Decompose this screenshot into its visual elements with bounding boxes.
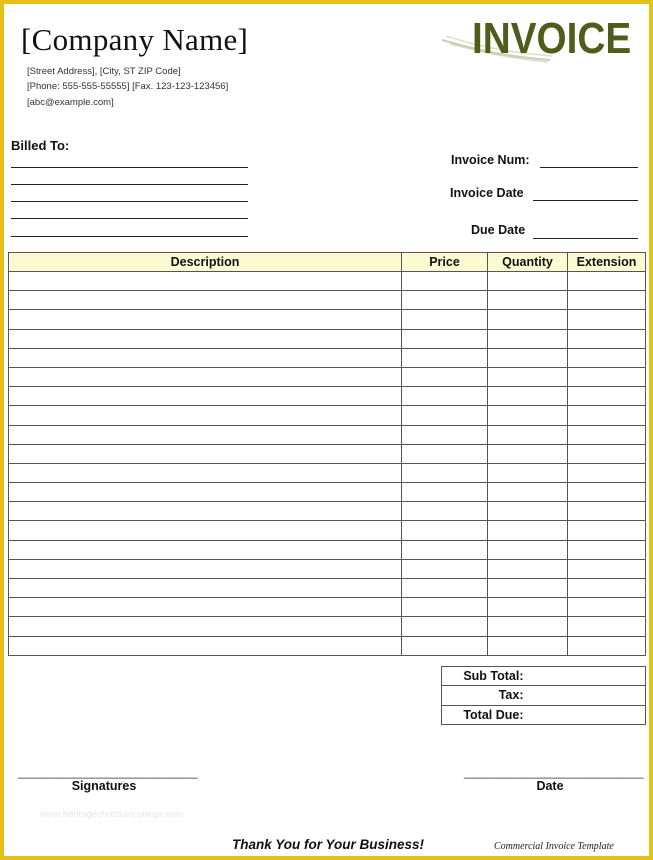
description-cell[interactable] — [9, 483, 402, 502]
total-due-label: Total Due: — [442, 705, 528, 724]
description-cell[interactable] — [9, 463, 402, 482]
table-row — [9, 310, 646, 329]
table-row — [9, 483, 646, 502]
column-header-price: Price — [402, 253, 488, 272]
description-cell[interactable] — [9, 579, 402, 598]
extension-cell[interactable] — [568, 425, 646, 444]
price-cell[interactable] — [402, 463, 488, 482]
table-row — [9, 272, 646, 291]
table-row — [9, 329, 646, 348]
billed-to-line-2[interactable] — [11, 184, 248, 185]
quantity-cell[interactable] — [488, 540, 568, 559]
extension-cell[interactable] — [568, 348, 646, 367]
extension-cell[interactable] — [568, 406, 646, 425]
extension-cell[interactable] — [568, 483, 646, 502]
tax-row — [442, 686, 646, 705]
description-cell[interactable] — [9, 559, 402, 578]
price-cell[interactable] — [402, 502, 488, 521]
invoice-date-label: Invoice Date — [450, 186, 524, 200]
extension-cell[interactable] — [568, 291, 646, 310]
price-cell[interactable] — [402, 617, 488, 636]
template-name: Commercial Invoice Template — [494, 841, 614, 852]
price-cell[interactable] — [402, 540, 488, 559]
thank-you-message: Thank You for Your Business! — [232, 837, 425, 852]
quantity-cell[interactable] — [488, 291, 568, 310]
description-cell[interactable] — [9, 348, 402, 367]
tax-value[interactable] — [528, 686, 646, 705]
invoice-num-label: Invoice Num: — [451, 153, 530, 167]
quantity-cell[interactable] — [488, 598, 568, 617]
description-cell[interactable] — [9, 598, 402, 617]
quantity-cell[interactable] — [488, 425, 568, 444]
billed-to-line-1[interactable] — [11, 167, 248, 168]
quantity-cell[interactable] — [488, 483, 568, 502]
due-date-field[interactable] — [533, 238, 638, 239]
subtotal-value[interactable] — [528, 667, 646, 686]
signature-line[interactable]: _____________________________ — [18, 765, 198, 779]
price-cell[interactable] — [402, 310, 488, 329]
table-row — [9, 559, 646, 578]
price-cell[interactable] — [402, 598, 488, 617]
price-cell[interactable] — [402, 521, 488, 540]
company-phone: [Phone: 555-555-55555] [Fax. 123-123-123456] — [27, 81, 229, 92]
description-cell[interactable] — [9, 291, 402, 310]
table-row — [9, 502, 646, 521]
description-cell[interactable] — [9, 502, 402, 521]
table-row — [9, 617, 646, 636]
description-cell[interactable] — [9, 367, 402, 386]
price-cell[interactable] — [402, 387, 488, 406]
extension-cell[interactable] — [568, 387, 646, 406]
tax-label: Tax: — [442, 686, 528, 705]
quantity-cell[interactable] — [488, 310, 568, 329]
column-header-quantity: Quantity — [488, 253, 568, 272]
line-items-body — [9, 272, 646, 656]
extension-cell[interactable] — [568, 463, 646, 482]
column-header-extension: Extension — [568, 253, 646, 272]
date-label: Date — [536, 779, 564, 793]
description-cell[interactable] — [9, 310, 402, 329]
quantity-cell[interactable] — [488, 329, 568, 348]
description-cell[interactable] — [9, 636, 402, 655]
table-row — [9, 387, 646, 406]
description-cell[interactable] — [9, 444, 402, 463]
description-cell[interactable] — [9, 329, 402, 348]
quantity-cell[interactable] — [488, 444, 568, 463]
total-due-row — [442, 705, 646, 724]
quantity-cell[interactable] — [488, 387, 568, 406]
invoice-date-field[interactable] — [533, 200, 638, 201]
quantity-cell[interactable] — [488, 348, 568, 367]
quantity-cell[interactable] — [488, 367, 568, 386]
subtotal-row — [442, 667, 646, 686]
company-street: [Street Address], [City, ST ZIP Code] — [27, 66, 181, 77]
table-row — [9, 636, 646, 655]
extension-cell[interactable] — [568, 617, 646, 636]
invoice-title: INVOICE — [472, 14, 632, 63]
extension-cell[interactable] — [568, 521, 646, 540]
subtotal-label: Sub Total: — [442, 667, 528, 686]
extension-cell[interactable] — [568, 367, 646, 386]
extension-cell[interactable] — [568, 540, 646, 559]
price-cell[interactable] — [402, 367, 488, 386]
description-cell[interactable] — [9, 540, 402, 559]
price-cell[interactable] — [402, 329, 488, 348]
billed-to-label: Billed To: — [11, 138, 70, 153]
price-cell[interactable] — [402, 348, 488, 367]
quantity-cell[interactable] — [488, 406, 568, 425]
extension-cell[interactable] — [568, 272, 646, 291]
table-row — [9, 367, 646, 386]
price-cell[interactable] — [402, 425, 488, 444]
table-row — [9, 463, 646, 482]
extension-cell[interactable] — [568, 598, 646, 617]
date-line[interactable]: _____________________________ — [464, 765, 644, 779]
price-cell[interactable] — [402, 406, 488, 425]
table-row — [9, 348, 646, 367]
line-items-table — [8, 252, 646, 656]
quantity-cell[interactable] — [488, 463, 568, 482]
table-row — [9, 406, 646, 425]
watermark-text: www.heritagechristiancollege.com — [40, 809, 184, 820]
table-row — [9, 425, 646, 444]
billed-to-line-5[interactable] — [11, 236, 248, 237]
table-row — [9, 540, 646, 559]
quantity-cell[interactable] — [488, 579, 568, 598]
extension-cell[interactable] — [568, 444, 646, 463]
billed-to-line-4[interactable] — [11, 218, 248, 219]
total-due-value[interactable] — [528, 705, 646, 724]
description-cell[interactable] — [9, 425, 402, 444]
table-header-row — [9, 253, 646, 272]
price-cell[interactable] — [402, 483, 488, 502]
price-cell[interactable] — [402, 291, 488, 310]
quantity-cell[interactable] — [488, 521, 568, 540]
billed-to-line-3[interactable] — [11, 201, 248, 202]
quantity-cell[interactable] — [488, 502, 568, 521]
price-cell[interactable] — [402, 444, 488, 463]
extension-cell[interactable] — [568, 502, 646, 521]
table-row — [9, 291, 646, 310]
extension-cell[interactable] — [568, 310, 646, 329]
extension-cell[interactable] — [568, 559, 646, 578]
extension-cell[interactable] — [568, 579, 646, 598]
price-cell[interactable] — [402, 579, 488, 598]
price-cell[interactable] — [402, 559, 488, 578]
quantity-cell[interactable] — [488, 617, 568, 636]
extension-cell[interactable] — [568, 329, 646, 348]
extension-cell[interactable] — [568, 636, 646, 655]
quantity-cell[interactable] — [488, 272, 568, 291]
table-row — [9, 598, 646, 617]
quantity-cell[interactable] — [488, 559, 568, 578]
signatures-label: Signatures — [71, 779, 137, 793]
column-header-description: Description — [9, 253, 402, 272]
company-name: [Company Name] — [21, 22, 249, 57]
quantity-cell[interactable] — [488, 636, 568, 655]
totals-table — [441, 666, 646, 725]
table-row — [9, 444, 646, 463]
due-date-label: Due Date — [471, 223, 526, 237]
invoice-num-field[interactable] — [540, 167, 638, 168]
description-cell[interactable] — [9, 617, 402, 636]
description-cell[interactable] — [9, 406, 402, 425]
description-cell[interactable] — [9, 387, 402, 406]
description-cell[interactable] — [9, 272, 402, 291]
company-email: [abc@example.com] — [27, 97, 114, 108]
price-cell[interactable] — [402, 636, 488, 655]
table-row — [9, 521, 646, 540]
description-cell[interactable] — [9, 521, 402, 540]
table-row — [9, 579, 646, 598]
price-cell[interactable] — [402, 272, 488, 291]
